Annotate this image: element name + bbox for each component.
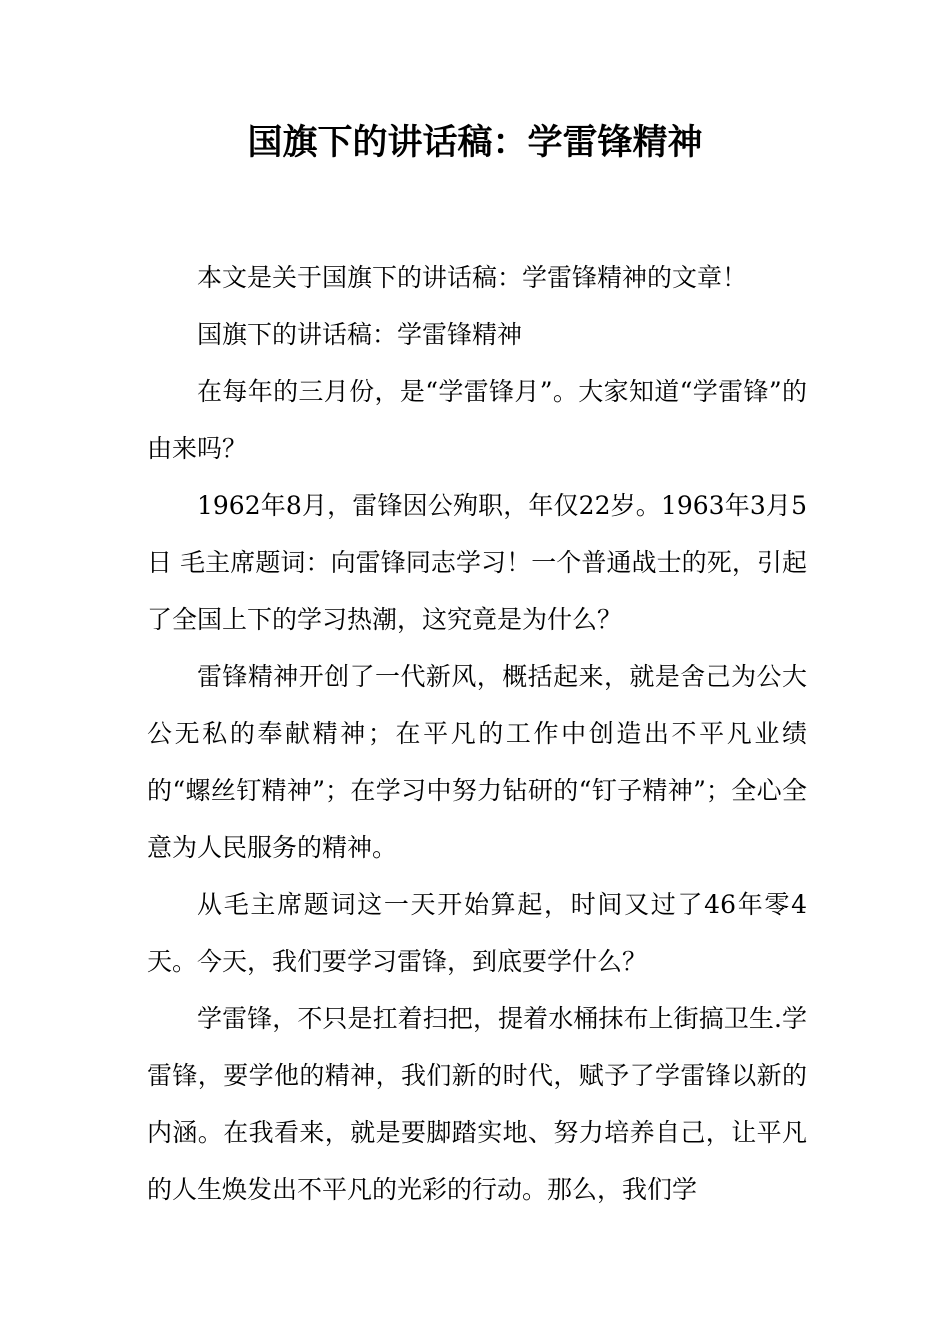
paragraph-intro: 本文是关于国旗下的讲话稿：学雷锋精神的文章！ (197, 263, 748, 292)
paragraph-history: 1962年8月，雷锋因公殉职，年仅22岁。1963年3月5日 毛主席题词：向雷锋同志学习！一个普通战士的死，引起了全国上下的学习热潮，这究竟是为什么？ (147, 491, 807, 634)
paragraph-spirit: 雷锋精神开创了一代新风，概括起来，就是舍己为公大公无私的奉献精神；在平凡的工作中创造出不平凡业绩的“螺丝钉精神”；在学习中努力钻研的“钉子精神”；全心全意为人民服务的精神。 (147, 662, 807, 862)
document-title: 国旗下的讲话稿：学雷锋精神 (247, 123, 703, 163)
paragraph-march: 在每年的三月份，是“学雷锋月”。大家知道“学雷锋”的由来吗？ (147, 377, 807, 463)
paragraph-today: 从毛主席题词这一天开始算起，时间又过了46年零4天。今天，我们要学习雷锋，到底要学什么？ (147, 890, 807, 976)
paragraph-subtitle: 国旗下的讲话稿：学雷锋精神 (197, 320, 523, 349)
paragraph-learning: 学雷锋，不只是扛着扫把，提着水桶抹布上街搞卫生.学雷锋，要学他的精神，我们新的时代，赋予了学雷锋以新的内涵。在我看来，就是要脚踏实地、努力培养自己，让平凡的人生焕发出不平凡的光彩的行动。那么，我们学 (147, 1004, 807, 1204)
document-body (147, 249, 807, 1218)
